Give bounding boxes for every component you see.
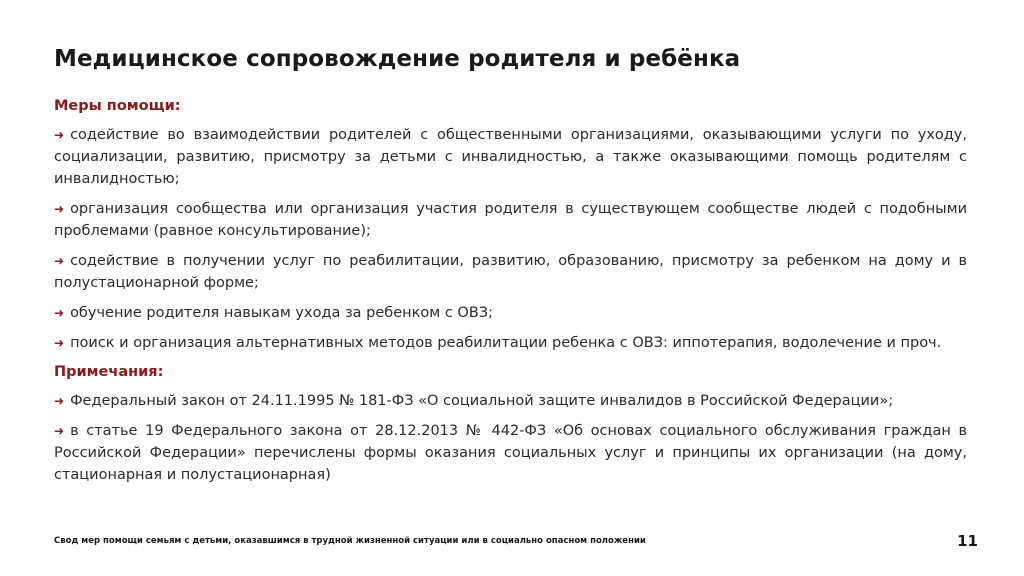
page-title: Медицинское сопровождение родителя и ребёнка [54, 46, 741, 72]
measures-heading: Меры помощи: [54, 98, 181, 114]
page-number: 11 [957, 532, 978, 550]
arrow-right-icon: ➜ [54, 424, 65, 438]
list-item-text: поиск и организация альтернативных методов реабилитации ребенка с ОВЗ: иппотерапия, водолечение и проч. [70, 335, 942, 351]
list-item-text: организация сообщества или организация участия родителя в существующем сообществе людей с подобными проблемами (равное консультирование); [54, 201, 967, 239]
list-item [54, 302, 967, 324]
slide-content [54, 96, 967, 494]
arrow-right-icon: ➜ [54, 202, 65, 216]
list-item-text: обучение родителя навыкам ухода за ребенком с ОВЗ; [70, 305, 493, 321]
notes-heading: Примечания: [54, 364, 164, 380]
list-item-text: Федеральный закон от 24.11.1995 № 181-ФЗ «О социальной защите инвалидов в Российской Федерации»; [70, 393, 894, 409]
footer-caption: Свод мер помощи семьям с детьми, оказавшимся в трудной жизненной ситуации или в социально опасном положении [54, 536, 646, 546]
list-item [54, 420, 967, 486]
list-item [54, 390, 967, 412]
arrow-right-icon: ➜ [54, 336, 65, 350]
arrow-right-icon: ➜ [54, 128, 65, 142]
arrow-right-icon: ➜ [54, 306, 65, 320]
list-item-text: содействие во взаимодействии родителей с общественными организациями, оказывающими услуги по уходу, социализации, развитию, присмотру за детьми с инвалидностью, а также оказывающими помощь родителям с инвалидностью; [54, 127, 967, 187]
list-item-text: содействие в получении услуг по реабилитации, развитию, образованию, присмотру за ребенком на дому и в полустационарной форме; [54, 253, 967, 291]
list-item [54, 124, 967, 190]
list-item [54, 332, 967, 354]
arrow-right-icon: ➜ [54, 254, 65, 268]
arrow-right-icon: ➜ [54, 394, 65, 408]
list-item-text: в статье 19 Федерального закона от 28.12.2013 № 442-ФЗ «Об основах социального обслуживания граждан в Российской Федерации» перечислены формы оказания социальных услуг и принципы их организации (на дому, стационарная и полустационарная) [54, 423, 967, 483]
list-item [54, 250, 967, 294]
list-item [54, 198, 967, 242]
